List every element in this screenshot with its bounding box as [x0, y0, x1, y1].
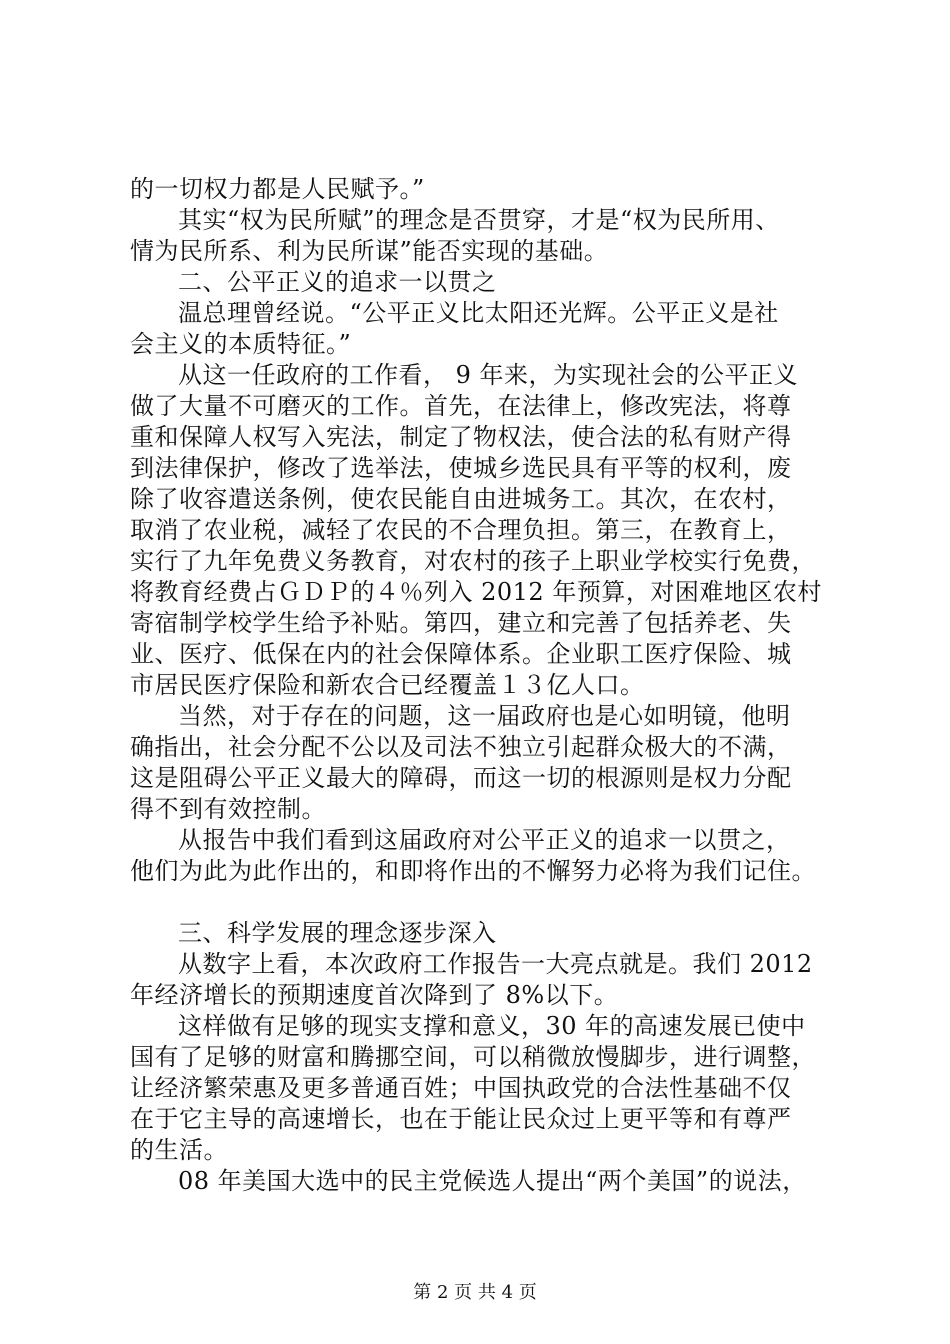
text-line: 让经济繁荣惠及更多普通百姓；中国执政党的合法性基础不仅: [130, 1074, 792, 1102]
text-line: 这样做有足够的现实支撑和意义，30 年的高速发展已使中: [178, 1012, 806, 1040]
text-line: 得不到有效控制。: [130, 795, 326, 823]
text-line: 到法律保护，修改了选举法，使城乡选民具有平等的权利，废: [130, 454, 792, 482]
text-line: 确指出，社会分配不公以及司法不独立引起群众极大的不满，: [130, 733, 792, 761]
text-line: 重和保障人权写入宪法，制定了物权法，使合法的私有财产得: [130, 423, 792, 451]
text-line: 当然，对于存在的问题，这一届政府也是心如明镜，他明: [178, 702, 791, 730]
text-line: 其实“权为民所赋”的理念是否贯穿，才是“权为民所用、: [178, 206, 780, 234]
section-heading: 三、科学发展的理念逐步深入: [178, 919, 497, 947]
text-line: 做了大量不可磨灭的工作。首先，在法律上，修改宪法，将尊: [130, 392, 792, 420]
text-line: 除了收容遣送条例，使农民能自由进城务工。其次，在农村，: [130, 485, 792, 513]
text-line: 在于它主导的高速增长，也在于能让民众过上更平等和有尊严: [130, 1105, 792, 1133]
text-line: 业、医疗、低保在内的社会保障体系。企业职工医疗保险、城: [130, 640, 792, 668]
text-line: 实行了九年免费义务教育，对农村的孩子上职业学校实行免费，: [130, 547, 816, 575]
text-line: 取消了农业税，减轻了农民的不合理负担。第三，在教育上，: [130, 516, 792, 544]
text-line: 温总理曾经说。“公平正义比太阳还光辉。公平正义是社: [178, 299, 779, 327]
text-line: 他们为此为此作出的，和即将作出的不懈努力必将为我们记住。: [130, 857, 816, 885]
text-line: 寄宿制学校学生给予补贴。第四，建立和完善了包括养老、失: [130, 609, 792, 637]
text-line: 从数字上看，本次政府工作报告一大亮点就是。我们 2012: [178, 950, 813, 978]
text-line: 将教育经费占ＧＤＰ的４％列入 2012 年预算，对困难地区农村: [130, 578, 822, 606]
text-line: 从这一任政府的工作看， 9 年来，为实现社会的公平正义: [178, 361, 799, 389]
page-number-footer: 第 2 页 共 4 页: [413, 1282, 537, 1303]
section-heading: 二、公平正义的追求一以贯之: [178, 268, 497, 296]
text-line: 情为民所系、利为民所谋”能否实现的基础。: [130, 237, 609, 265]
text-line: 的生活。: [130, 1136, 228, 1164]
text-line: 会主义的本质特征。”: [130, 330, 352, 358]
text-line: 市居民医疗保险和新农合已经覆盖１３亿人口。: [130, 671, 645, 699]
text-line: 从报告中我们看到这届政府对公平正义的追求一以贯之，: [178, 826, 791, 854]
text-line: 国有了足够的财富和腾挪空间，可以稍微放慢脚步，进行调整，: [130, 1043, 816, 1071]
text-line: 的一切权力都是人民赋予。”: [130, 175, 425, 203]
text-line: 08 年美国大选中的民主党候选人提出“两个美国”的说法，: [178, 1167, 807, 1195]
text-line: 年经济增长的预期速度首次降到了 8%以下。: [130, 981, 619, 1009]
text-line: 这是阻碍公平正义最大的障碍，而这一切的根源则是权力分配: [130, 764, 792, 792]
